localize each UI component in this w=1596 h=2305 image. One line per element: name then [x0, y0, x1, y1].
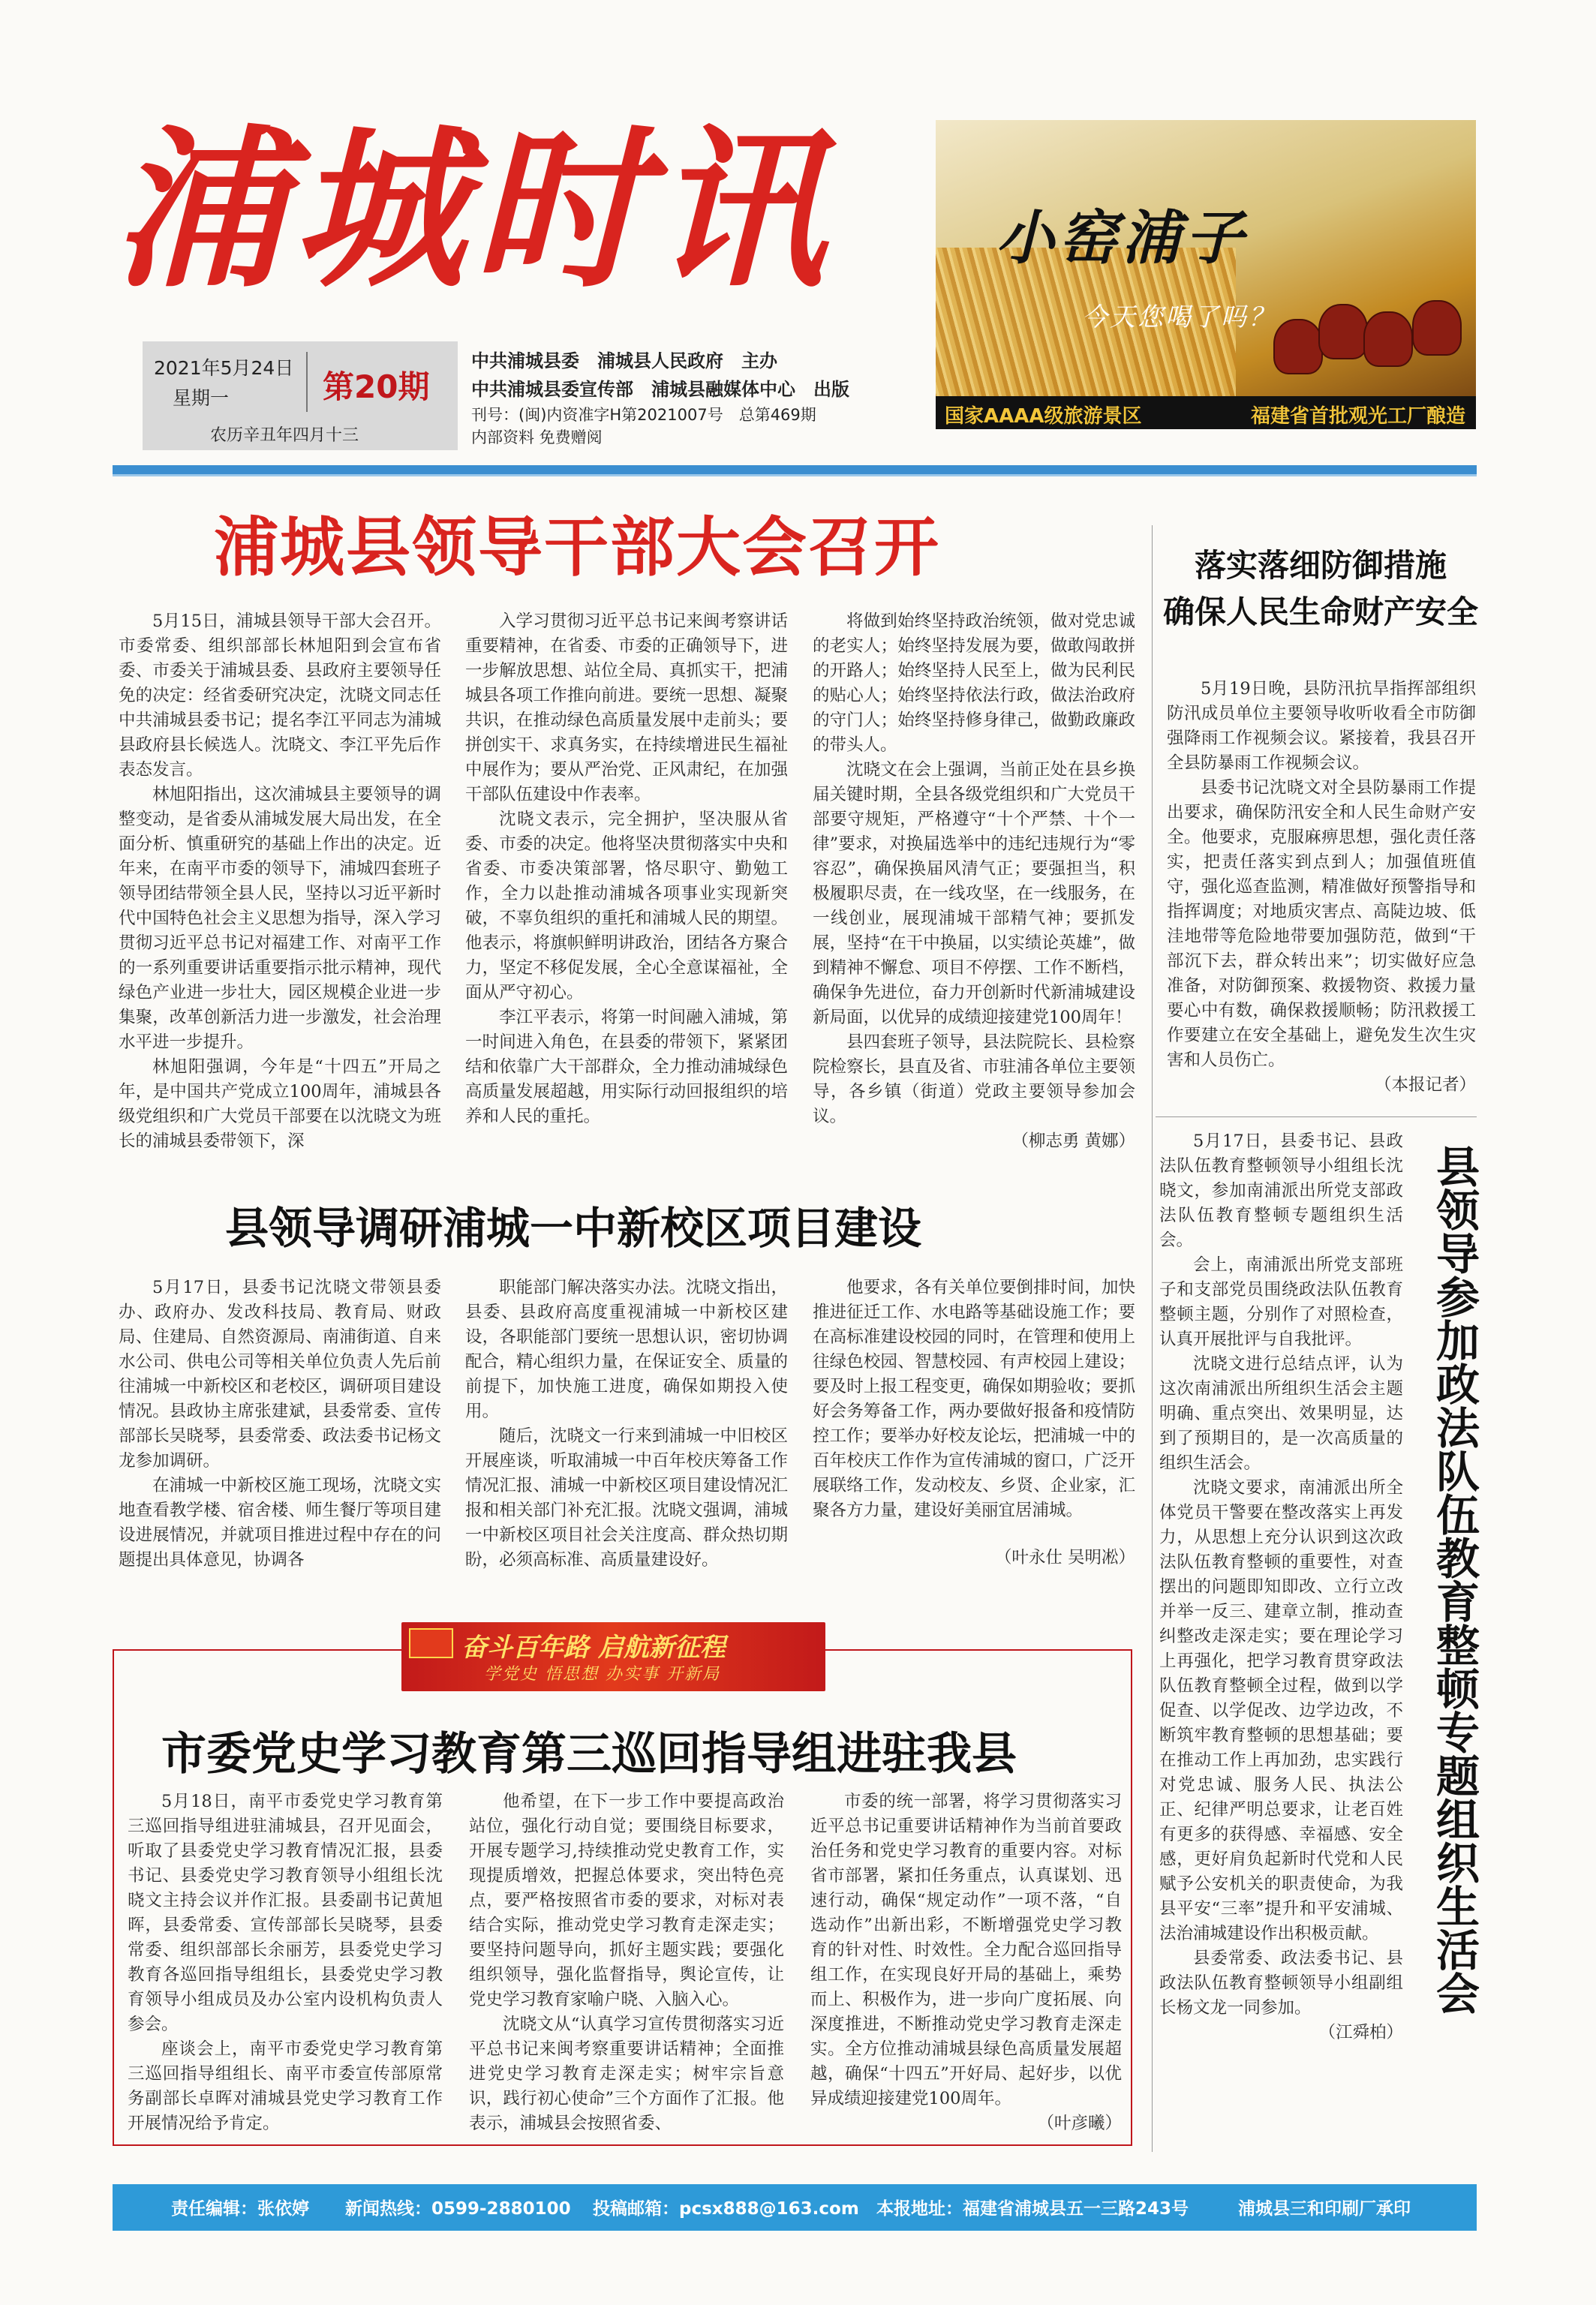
paragraph: 5月18日，南平市委党史学习教育第三巡回指导组进驻浦城县，召开见面会，听取了县委党史学习教育情况汇报，县委书记、县委党史学习教育领导小组组长沈晓文主持会议并作汇报。县委副书记黄旭晖，县委常委、宣传部部长吴晓琴，县委常委、组织部部长余丽芳，县委党史学习教育各巡回指导组组长，县委党史学习教育领导小组成员及办公室内设机构负责人参会。	[128, 1792, 443, 2034]
issue-weekday: 星期一	[173, 387, 230, 409]
side2-byline: （江舜柏）	[1318, 2023, 1403, 2042]
banner-line-1: 奋斗百年路 启航新征程	[461, 1633, 726, 1663]
paragraph: 沈晓文表示，完全拥护，坚决服从省委、市委的决定。他将坚决贯彻落实中央和省委、市委决策部署，恪尽职守、勤勉工作，全力以赴推动浦城各项事业实现新突破，不辜负组织的重托和浦城人民的期望。他表示，将旗帜鲜明讲政治，团结各方聚合力，坚定不移促发展，全心全意谋福祉，全面从严守初心。	[465, 810, 788, 1002]
paragraph: 沈晓文在会上强调，当前正处在县乡换届关键时期，全县各级党组织和广大党员干部要守规矩，严格遵守“十个严禁、十个一律”要求，对换届选举中的违纪违规行为“零容忍”，确保换届风清气正；要强担当，积极履职尽责，在一线攻坚，在一线服务，在一线创业，展现浦城干部精气神；要抓发展，坚持“在干中换届，以实绩论英雄”，做到精神不懈怠、项目不停摆、工作不断档，确保争先进位，奋力开创新时代新浦城建设新局面，以优异的成绩迎接建党100周年！	[813, 760, 1135, 1027]
column-rule	[1152, 525, 1153, 1118]
side1-title-line-2: 确保人民生命财产安全	[1163, 594, 1479, 630]
date-box	[143, 341, 458, 450]
paragraph: 5月15日，浦城县领导干部大会召开。市委常委、组织部部长林旭阳到会宣布省委、市委关于浦城县委、县政府主要领导任免的决定：经省委研究决定，沈晓文同志任中共浦城县委书记；提名李江平同志为浦城县政府县长候选人。沈晓文、李江平先后作表态发言。	[119, 612, 441, 780]
paragraph: 他希望，在下一步工作中要提高政治站位，强化行动自觉；要围绕目标要求，开展专题学习,持续推动党史教育工作，实现提质增效，把握总体要求，突出特色亮点，要严格按照省市委的要求，对标对表结合实际，推动党史学习教育走深走实；要坚持问题导向，抓好主题实践；要强化组织领导，强化监督指导，舆论宣传，让党史学习教育家喻户晓、入脑入心。	[469, 1792, 784, 2009]
issue-date: 2021年5月24日	[154, 357, 294, 379]
paragraph: 沈晓文从“认真学习宣传贯彻落实习近平总书记来闽考察重要讲话精神；全面推进党史学习教育走深走实；树牢宗旨意识，践行初心使命”三个方面作了汇报。他表示，浦城县会按照省委、	[469, 2015, 784, 2133]
date-divider	[306, 352, 308, 412]
paragraph: 县四套班子领导，县法院院长、县检察院检察长，县直及省、市驻浦各单位主要领导，各乡镇（街道）党政主要领导参加会议。	[813, 1032, 1135, 1126]
theme-banner	[401, 1622, 825, 1691]
paragraph: 入学习贯彻习近平总书记来闽考察讲话重要精神，在省委、市委的正确领导下，进一步解放思想、站位全局、真抓实干，把浦城县各项工作推向前进。要统一思想、凝聚共识，在推动绿色高质量发展中走前头；要拼创实干、求真务实，在持续增进民生福祉中展作为；要从严治党、正风肃纪，在加强干部队伍建设中作表率。	[465, 612, 788, 804]
footer-printer: 浦城县三和印刷厂承印	[1238, 2199, 1411, 2219]
ad-jars-image	[1273, 281, 1468, 386]
paragraph: 5月17日，县委书记、县政法队伍教育整顿领导小组组长沈晓文，参加南浦派出所党支部政法队伍教育整顿专题组织生活会。	[1159, 1131, 1403, 1250]
publisher-line-3: 刊号：(闽)内资准字H第2021007号 总第469期	[471, 406, 816, 424]
header-rule	[113, 465, 1477, 474]
column-rule	[1152, 1116, 1153, 2152]
second-byline: （叶永仕 吴明凇）	[994, 1548, 1135, 1567]
paragraph: 将做到始终坚持政治统领，做对党忠诚的老实人；始终坚持发展为要，做敢闯敢拼的开路人；始终坚持人民至上，做为民利民的贴心人；始终坚持依法行政，做法治政府的守门人；始终坚持修身律己，做勤政廉政的带头人。	[813, 612, 1135, 755]
side1-title-line-1: 落实落细防御措施	[1194, 547, 1447, 584]
party-flag-icon	[409, 1628, 453, 1658]
second-headline: 县领导调研浦城一中新校区项目建设	[225, 1203, 922, 1254]
paragraph: 在浦城一中新校区施工现场，沈晓文实地查看教学楼、宿舍楼、师生餐厅等项目建设进展情况，并就项目推进过程中存在的问题提出具体意见，协调各	[119, 1476, 441, 1570]
second-column-1	[119, 1276, 441, 1573]
footer-hotline: 新闻热线：0599-2880100	[345, 2199, 571, 2219]
second-column-2	[465, 1276, 788, 1573]
third-column-3	[810, 1790, 1122, 2136]
lead-column-3	[813, 609, 1135, 1154]
paragraph: 林旭阳强调，今年是“十四五”开局之年，是中国共产党成立100周年，浦城县各级党组织和广大党员干部要在以沈晓文为班长的浦城县委带领下，深	[119, 1057, 441, 1151]
issue-number: 第20期	[323, 368, 430, 405]
paragraph: 座谈会上，南平市委党史学习教育第三巡回指导组组长、南平市委宣传部原常务副部长卓晖对浦城县党史学习教育工作开展情况给予肯定。	[128, 2039, 443, 2133]
lead-headline: 浦城县领导干部大会召开	[214, 510, 940, 585]
banner-line-2: 学党史 悟思想 办实事 开新局	[484, 1665, 720, 1684]
side1-body	[1167, 677, 1476, 1098]
header-rule-light	[113, 474, 1477, 476]
paragraph: 林旭阳指出，这次浦城县主要领导的调整变动，是省委从浦城发展大局出发，在全面分析、慎重研究的基础上作出的决定。近年来，在南平市委的领导下，浦城四套班子领导团结带领全县人民，坚持以习近平新时代中国特色社会主义思想为指导，深入学习贯彻习近平总书记对福建工作、对南平工作的一系列重要讲话重要指示批示精神，现代绿色产业进一步壮大，园区规模企业进一步集聚，改革创新活力进一步激发，社会治理水平进一步提升。	[119, 785, 441, 1052]
lead-byline: （柳志勇 黄娜）	[1011, 1131, 1135, 1151]
ad-footer-bar	[936, 396, 1476, 429]
paragraph: 沈晓文进行总结点评，认为这次南浦派出所组织生活会主题明确、重点突出、效果明显，达到了预期目的，是一次高质量的组织生活会。	[1159, 1354, 1403, 1473]
paragraph: 会上，南浦派出所党支部班子和支部党员围绕政法队伍教育整顿主题，分别作了对照检查，认真开展批评与自我批评。	[1159, 1255, 1403, 1349]
paragraph: 李江平表示，将第一时间融入浦城，第一时间进入角色，在县委的带领下，紧紧团结和依靠广大干部群众，全力推动浦城绿色高质量发展超越，用实际行动回报组织的培养和人民的重托。	[465, 1008, 788, 1126]
third-column-2	[469, 1790, 784, 2136]
side1-headline	[1163, 542, 1478, 636]
ad-left-text: 国家AAAA级旅游景区	[945, 405, 1142, 428]
third-column-1	[128, 1790, 443, 2136]
publisher-line-2: 中共浦城县委宣传部 浦城县融媒体中心 出版	[471, 379, 849, 400]
ad-slogan: 今天您喝了吗？	[1082, 302, 1276, 332]
lead-column-2	[465, 609, 788, 1129]
paragraph: 县委常委、政法委书记、县政法队伍教育整顿领导小组副组长杨文龙一同参加。	[1159, 1949, 1403, 2018]
paragraph: 他要求，各有关单位要倒排时间，加快推进征迁工作、水电路等基础设施工作；要在高标准建设校园的同时，在管理和使用上往绿色校园、智慧校园、有声校园上建设；要及时上报工程变更，确保如期验收；要抓好会务筹备工作，两办要做好报备和疫情防控工作；要举办好校友论坛，把浦城一中的百年校庆工作作为宣传浦城的窗口，广泛开展联络工作，发动校友、乡贤、企业家，汇聚各方力量，建设好美丽宜居浦城。	[813, 1278, 1135, 1520]
side2-body	[1159, 1129, 1403, 2045]
ad-brand: 小窑浦子	[996, 204, 1249, 272]
footer-bar	[113, 2184, 1477, 2231]
side1-byline: （本报记者）	[1374, 1075, 1476, 1095]
second-column-3	[813, 1276, 1135, 1570]
advertisement	[936, 120, 1476, 429]
lead-column-1	[119, 609, 441, 1154]
paragraph: 5月17日，县委书记沈晓文带领县委办、政府办、发改科技局、教育局、财政局、住建局、自然资源局、南浦街道、自来水公司、供电公司等相关单位负责人先后前往浦城一中新校区和老校区，调研项目建设情况。县政协主席张建斌，县委常委、宣传部部长吴晓琴，县委常委、政法委书记杨文龙参加调研。	[119, 1278, 441, 1471]
paragraph: 沈晓文要求，南浦派出所全体党员干警要在整改落实上再发力，从思想上充分认识到这次政法队伍教育整顿的重要性，对查摆出的问题即知即改、立行立改并举一反三、建章立制，推动查纠整改走深走实；要在理论学习上再强化，把学习教育贯穿政法队伍教育整顿全过程，做到以学促查、以学促改、边学边改，不断筑牢教育整顿的思想基础；要在推动工作上再加劲，忠实践行对党忠诚、服务人民、执法公正、纪律严明总要求，让老百姓有更多的获得感、幸福感、安全感，更好肩负起新时代党和人民赋予公安机关的职责使命，为我县平安“三率”提升和平安浦城、法治浦城建设作出积极贡献。	[1159, 1478, 1403, 1943]
ad-right-text: 福建省首批观光工厂酿造	[1250, 405, 1465, 428]
third-byline: （叶彦曦）	[1037, 2114, 1122, 2133]
side2-vertical-headline: 县领导参加政法队伍教育整顿专题组织生活会	[1429, 1144, 1480, 2015]
paragraph: 5月19日晚，县防汛抗旱指挥部组织防汛成员单位主要领导收听收看全市防御强降雨工作视频会议。紧接着，我县召开全县防暴雨工作视频会议。	[1167, 679, 1476, 773]
footer-editor: 责任编辑：张依婷	[171, 2199, 309, 2219]
paragraph: 职能部门解决落实办法。沈晓文指出，县委、县政府高度重视浦城一中新校区建设，各职能部门要统一思想认识，密切协调配合，精心组织力量，在保证安全、质量的前提下，加快施工进度，确保如期投入使用。	[465, 1278, 788, 1421]
publisher-info	[471, 347, 936, 449]
footer-email: 投稿邮箱：pcsx888@163.com	[593, 2199, 859, 2219]
footer-address: 本报地址：福建省浦城县五一三路243号	[876, 2199, 1189, 2219]
paragraph: 市委的统一部署，将学习贯彻落实习近平总书记重要讲话精神作为当前首要政治任务和党史学习教育的重要内容。对标省市部署，紧扣任务重点，认真谋划、迅速行动，确保“规定动作”一项不落，“自选动作”出新出彩，不断增强党史学习教育的针对性、时效性。全力配合巡回指导组工作，在实现良好开局的基础上，乘势而上、积极作为，进一步向广度拓展、向深度推进，不断推动党史学习教育走深走实。全方位推动浦城县绿色高质量发展超越，确保“十四五”开好局、起好步，以优异成绩迎接建党100周年。	[810, 1792, 1122, 2108]
third-headline: 市委党史学习教育第三巡回指导组进驻我县	[161, 1728, 1017, 1781]
publisher-line-1: 中共浦城县委 浦城县人民政府 主办	[471, 350, 777, 371]
paragraph: 随后，沈晓文一行来到浦城一中旧校区开展座谈，听取浦城一中百年校庆筹备工作情况汇报、浦城一中新校区项目建设情况汇报和相关部门补充汇报。沈晓文强调，浦城一中新校区项目社会关注度高、群众热切期盼，必须高标准、高质量建设好。	[465, 1426, 788, 1570]
side-divider	[1156, 1116, 1477, 1117]
masthead-title: 浦城时讯	[113, 109, 833, 311]
paragraph: 县委书记沈晓文对全县防暴雨工作提出要求，确保防汛安全和人民生命财产安全。他要求，克服麻痹思想，强化责任落实，把责任落实到点到人；加强值班值守，强化巡查监测，精准做好预警指导和指挥调度；对地质灾害点、高陡边坡、低洼地带等危险地带要加强防范，做到“干部沉下去，群众转出来”；切实做好应急准备，对防御预案、救援物资、救援力量要心中有数，确保救援顺畅；防汛救援工作要建立在安全基础上，避免发生次生灾害和人员伤亡。	[1167, 778, 1476, 1070]
lunar-date: 农历辛丑年四月十三	[210, 426, 359, 445]
publisher-line-4: 内部资料 免费赠阅	[471, 428, 603, 446]
